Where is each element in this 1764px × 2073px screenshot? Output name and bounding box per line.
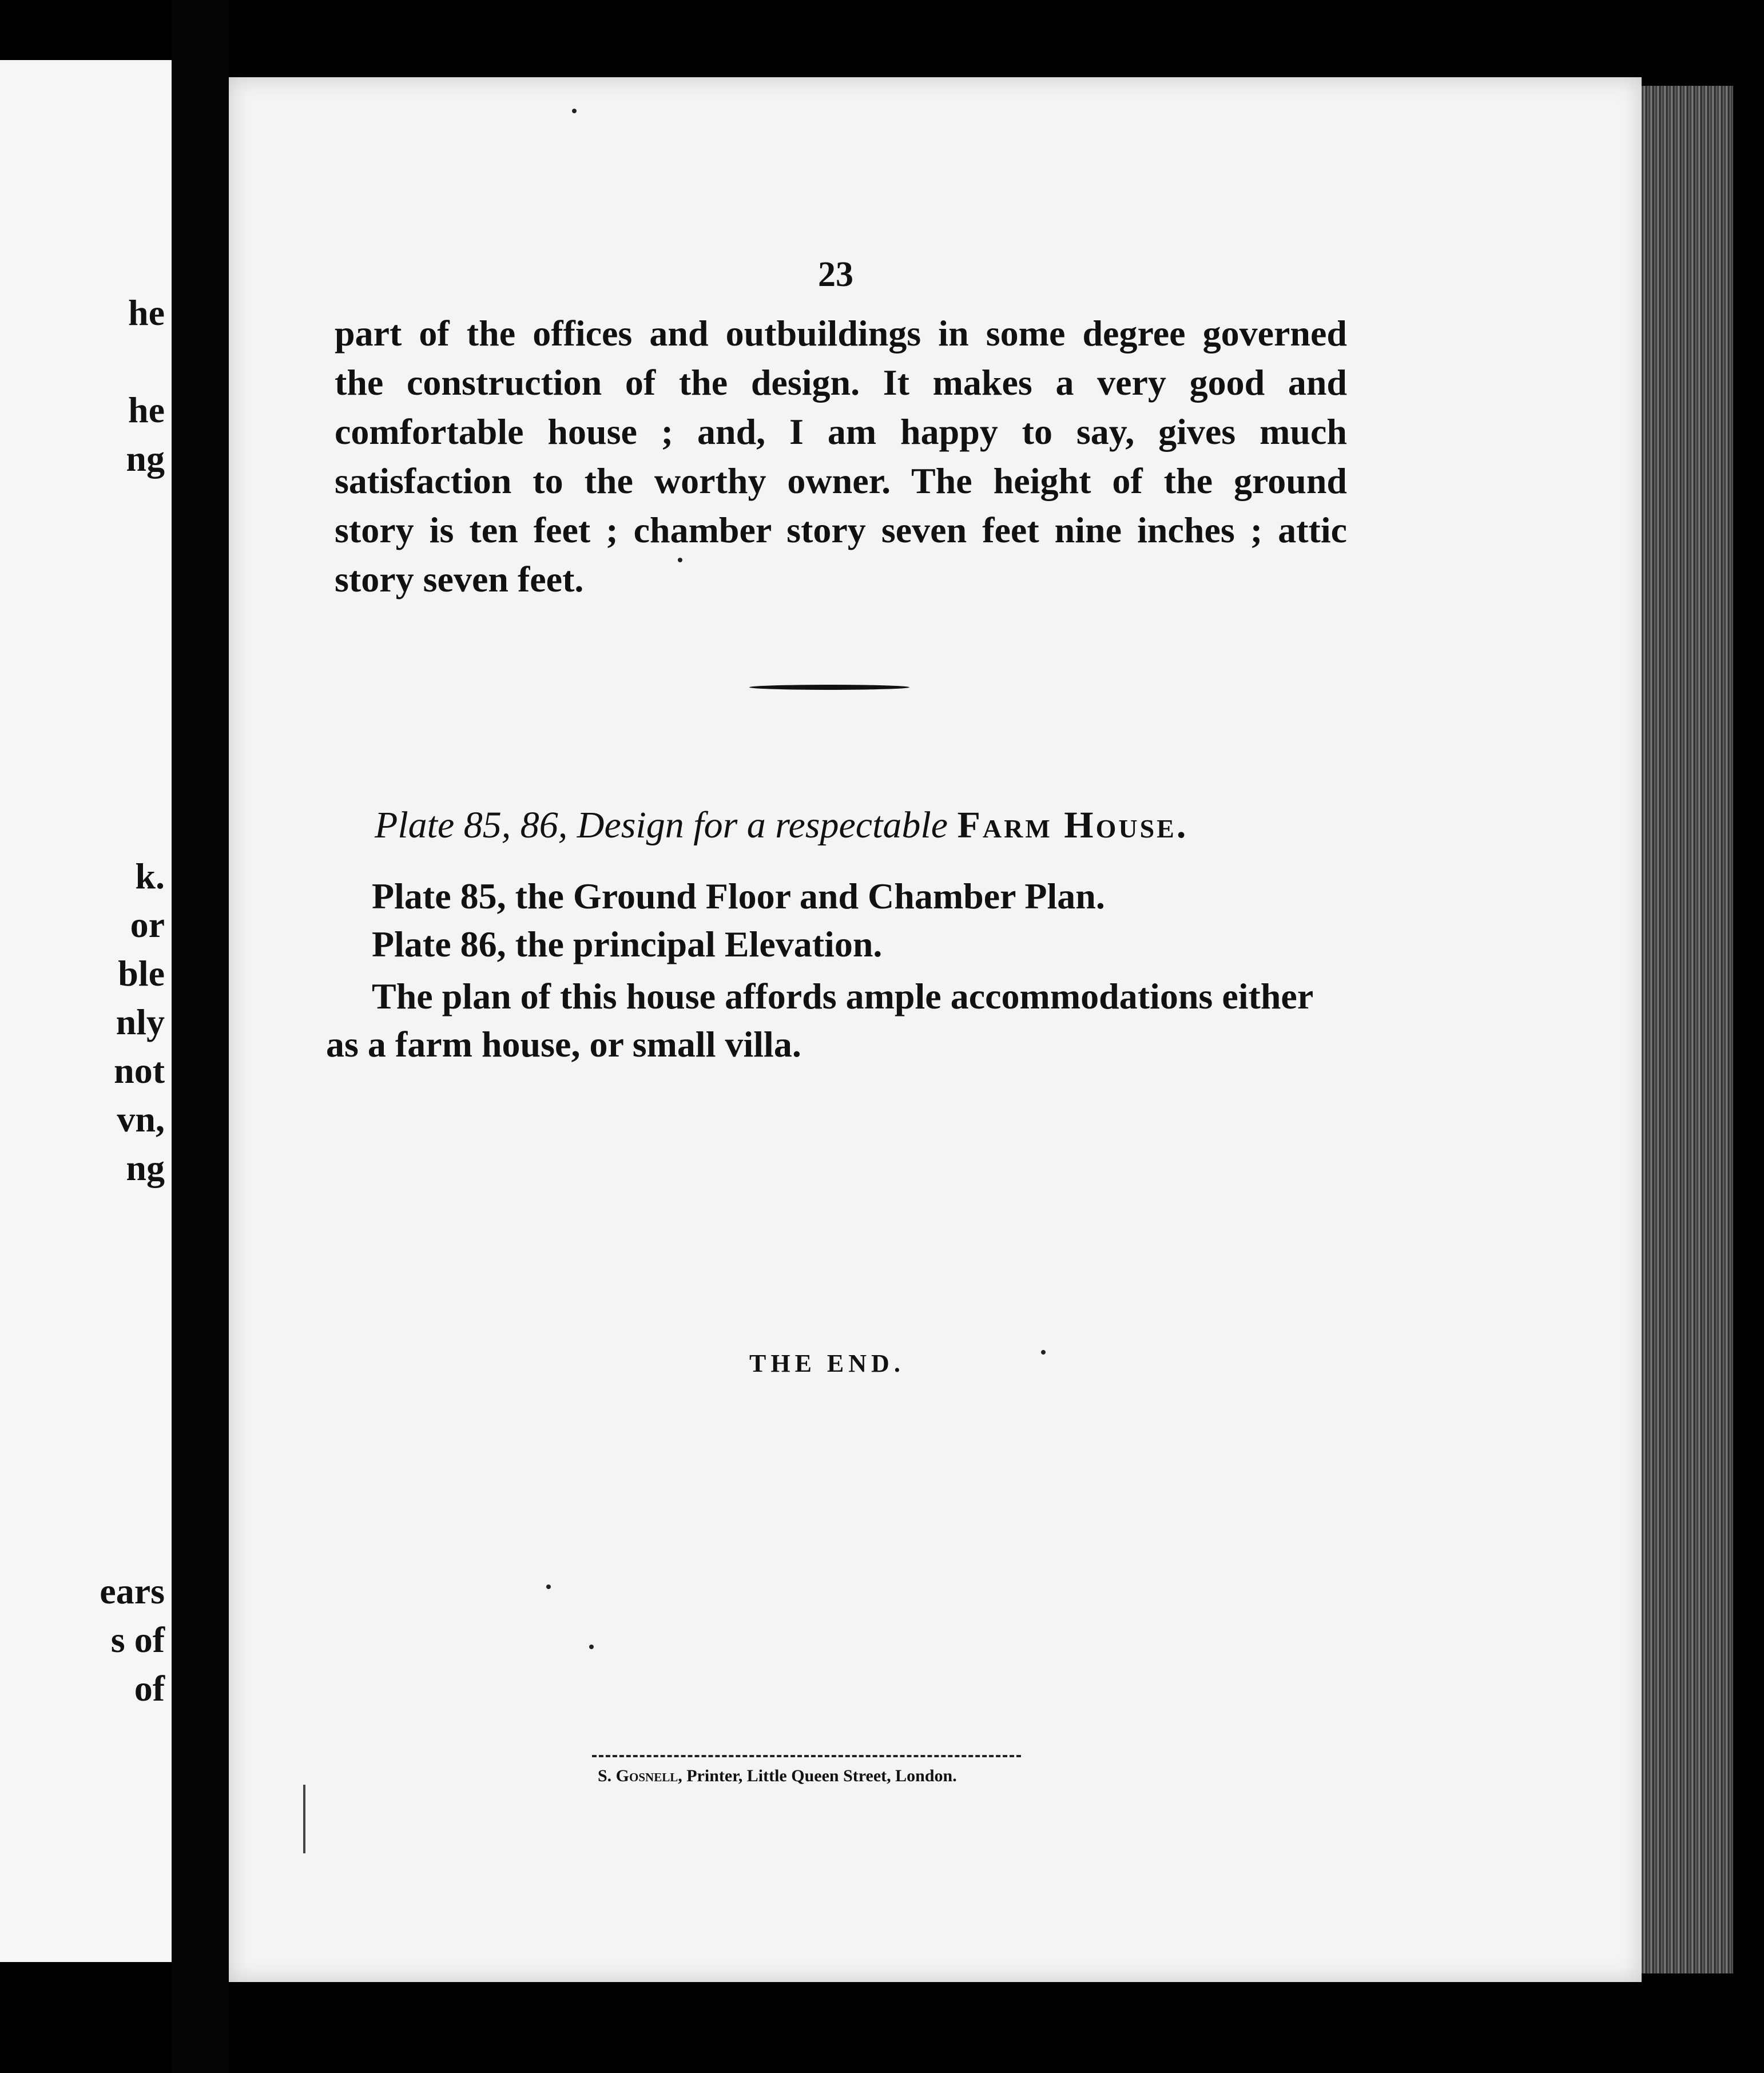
paper-speck bbox=[572, 109, 577, 113]
left-fragment: or bbox=[130, 904, 165, 945]
margin-mark bbox=[303, 1785, 305, 1853]
printer-name: S. Gosnell, bbox=[598, 1766, 682, 1785]
plate-list bbox=[372, 872, 1105, 968]
left-fragment: he bbox=[128, 390, 165, 430]
plate-heading bbox=[375, 804, 1188, 847]
left-fragment: vn, bbox=[117, 1099, 165, 1139]
printer-address: Printer, Little Queen Street, London. bbox=[686, 1766, 957, 1785]
the-end: THE END. bbox=[749, 1349, 905, 1377]
left-fragment: ears bbox=[100, 1571, 165, 1611]
left-fragment: nly bbox=[116, 1002, 165, 1042]
plan-description bbox=[326, 972, 1336, 1069]
paper-speck bbox=[678, 558, 682, 562]
printer-imprint bbox=[598, 1766, 957, 1786]
paper-speck bbox=[1041, 1350, 1046, 1355]
paragraph-line: story seven feet. bbox=[335, 559, 584, 599]
paper-speck bbox=[546, 1584, 551, 1589]
paragraph-line: satisfaction to the worthy owner. The height of the ground bbox=[335, 460, 1347, 501]
left-fragment: ng bbox=[126, 1147, 165, 1188]
paragraph-line: the construction of the design. It makes a very good and bbox=[335, 362, 1347, 403]
description-line: The plan of this house affords ample accommodations either bbox=[372, 976, 1314, 1016]
plate-heading-italic: Plate 85, 86, Design for a respectable bbox=[375, 804, 948, 846]
paragraph-line: comfortable house ; and, I am happy to say, gives much bbox=[335, 411, 1347, 452]
left-fragment: ble bbox=[118, 953, 165, 994]
plate-heading-caps: Farm House. bbox=[957, 804, 1189, 846]
page-number: 23 bbox=[818, 255, 853, 294]
left-fragment: he bbox=[128, 292, 165, 333]
paragraph-line: part of the offices and outbuildings in some degree governed bbox=[335, 313, 1347, 354]
imprint-rule bbox=[592, 1755, 1021, 1757]
paper-speck bbox=[589, 1645, 594, 1649]
section-divider bbox=[749, 685, 909, 690]
left-fragment: s of bbox=[110, 1619, 165, 1660]
left-fragment: ng bbox=[126, 438, 165, 479]
description-line: as a farm house, or small villa. bbox=[326, 1024, 801, 1065]
left-fragment: k. bbox=[135, 856, 165, 896]
body-paragraph bbox=[335, 309, 1347, 604]
left-fragment: not bbox=[114, 1050, 165, 1091]
paragraph-line: story is ten feet ; chamber story seven feet nine inches ; attic bbox=[335, 510, 1347, 550]
plate-line: Plate 85, the Ground Floor and Chamber Plan. bbox=[372, 876, 1105, 916]
plate-line: Plate 86, the principal Elevation. bbox=[372, 924, 883, 964]
left-fragment: of bbox=[134, 1668, 165, 1709]
